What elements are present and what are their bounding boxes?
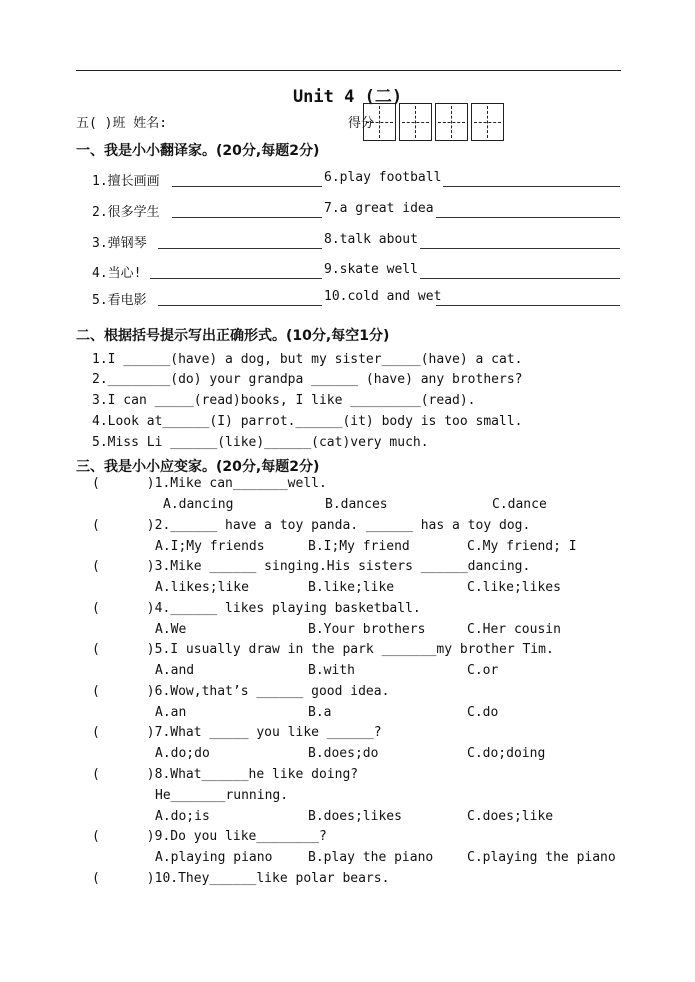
answer-option[interactable]: A.an <box>155 704 187 720</box>
translate-right-item: 10.cold and wet <box>324 289 442 304</box>
answer-option[interactable]: C.Her cousin <box>467 621 561 637</box>
answer-option[interactable]: A.I;My friends <box>155 538 265 554</box>
translate-left-item: 3.弹钢琴 <box>92 236 147 251</box>
answer-option[interactable]: C.My friend; I <box>467 538 577 554</box>
section1-heading: 一、我是小小翻译家。(20分,每题2分) <box>76 143 320 159</box>
answer-option[interactable]: A.do;do <box>155 746 210 761</box>
answer-option[interactable]: B.play the piano <box>308 850 434 865</box>
answer-option[interactable]: A.playing piano <box>155 850 273 865</box>
question-stem: ( )10.They______like polar bears. <box>92 870 390 886</box>
question-stem: ( )8.What______he like doing? <box>92 766 359 782</box>
translate-left-item: 4.当心! <box>92 266 142 281</box>
question-stem-line2: He_______running. <box>155 787 289 803</box>
translate-left-item: 1.擅长画画 <box>92 174 160 189</box>
class-name-label: 五( )班 姓名: <box>76 116 168 131</box>
score-box[interactable] <box>363 103 396 141</box>
answer-option[interactable]: A.dancing <box>163 497 234 512</box>
question-stem: ( )4.______ likes playing basketball. <box>92 600 421 616</box>
translate-left-item: 5.看电影 <box>92 293 147 308</box>
answer-option[interactable]: C.playing the piano <box>467 850 616 865</box>
answer-option[interactable]: B.a <box>308 704 332 720</box>
section2-heading: 二、根据括号提示写出正确形式。(10分,每空1分) <box>76 328 390 344</box>
answer-line[interactable] <box>150 278 322 279</box>
question-stem: ( )5.I usually draw in the park _______my brother Tim. <box>92 642 554 657</box>
fill-sentence: 2.________(do) your grandpa ______ (have) any brothers? <box>92 372 523 387</box>
answer-line[interactable] <box>443 186 620 187</box>
answer-option[interactable]: B.dances <box>325 497 388 512</box>
score-box[interactable] <box>435 103 468 141</box>
answer-option[interactable]: A.and <box>155 663 195 678</box>
question-stem: ( )7.What _____ you like ______? <box>92 725 382 740</box>
answer-option[interactable]: B.I;My friend <box>308 538 410 554</box>
fill-sentence: 3.I can _____(read)books, I like _________(read). <box>92 393 476 408</box>
answer-option[interactable]: A.We <box>155 621 187 637</box>
answer-line[interactable] <box>436 217 620 218</box>
translate-right-item: 6.play football <box>324 170 442 185</box>
answer-option[interactable]: B.with <box>308 663 355 678</box>
top-rule <box>76 70 621 71</box>
page-title: Unit 4 (二) <box>292 87 403 107</box>
question-stem: ( )6.Wow,that’s ______ good idea. <box>92 683 390 699</box>
section3-heading: 三、我是小小应变家。(20分,每题2分) <box>76 459 320 475</box>
score-box[interactable] <box>399 103 432 141</box>
translate-right-item: 7.a great idea <box>324 201 434 216</box>
answer-line[interactable] <box>420 248 620 249</box>
score-box[interactable] <box>471 103 504 141</box>
answer-option[interactable]: C.or <box>467 663 499 678</box>
answer-option[interactable]: B.does;do <box>308 746 379 761</box>
answer-option[interactable]: C.do;doing <box>467 746 546 761</box>
answer-line[interactable] <box>172 217 322 218</box>
question-stem: ( )3.Mike ______ singing.His sisters ______dancing. <box>92 559 531 574</box>
score-label: 得分 <box>348 116 375 131</box>
answer-line[interactable] <box>436 305 620 306</box>
question-stem: ( )1.Mike can_______well. <box>92 476 327 491</box>
answer-line[interactable] <box>420 278 620 279</box>
translate-right-item: 8.talk about <box>324 232 418 247</box>
translate-left-item: 2.很多学生 <box>92 205 160 220</box>
question-stem: ( )2.______ have a toy panda. ______ has a toy dog. <box>92 517 531 533</box>
answer-option[interactable]: B.Your brothers <box>308 621 426 637</box>
answer-option[interactable]: C.do <box>467 704 499 720</box>
answer-option[interactable]: A.do;is <box>155 808 210 824</box>
answer-option[interactable]: B.like;like <box>308 580 395 595</box>
score-boxes[interactable] <box>363 103 507 141</box>
answer-option[interactable]: B.does;likes <box>308 808 402 824</box>
answer-option[interactable]: C.does;like <box>467 808 554 824</box>
fill-sentence: 5.Miss Li ______(like)______(cat)very much. <box>92 435 429 450</box>
answer-line[interactable] <box>158 248 322 249</box>
answer-line[interactable] <box>172 186 322 187</box>
translate-right-item: 9.skate well <box>324 262 418 277</box>
answer-option[interactable]: A.likes;like <box>155 580 249 595</box>
fill-sentence: 1.I ______(have) a dog, but my sister_____(have) a cat. <box>92 352 523 367</box>
answer-option[interactable]: C.dance <box>492 497 547 512</box>
fill-sentence: 4.Look at______(I) parrot.______(it) body is too small. <box>92 414 523 429</box>
question-stem: ( )9.Do you like________? <box>92 829 327 844</box>
answer-option[interactable]: C.like;likes <box>467 580 561 595</box>
answer-line[interactable] <box>158 305 322 306</box>
